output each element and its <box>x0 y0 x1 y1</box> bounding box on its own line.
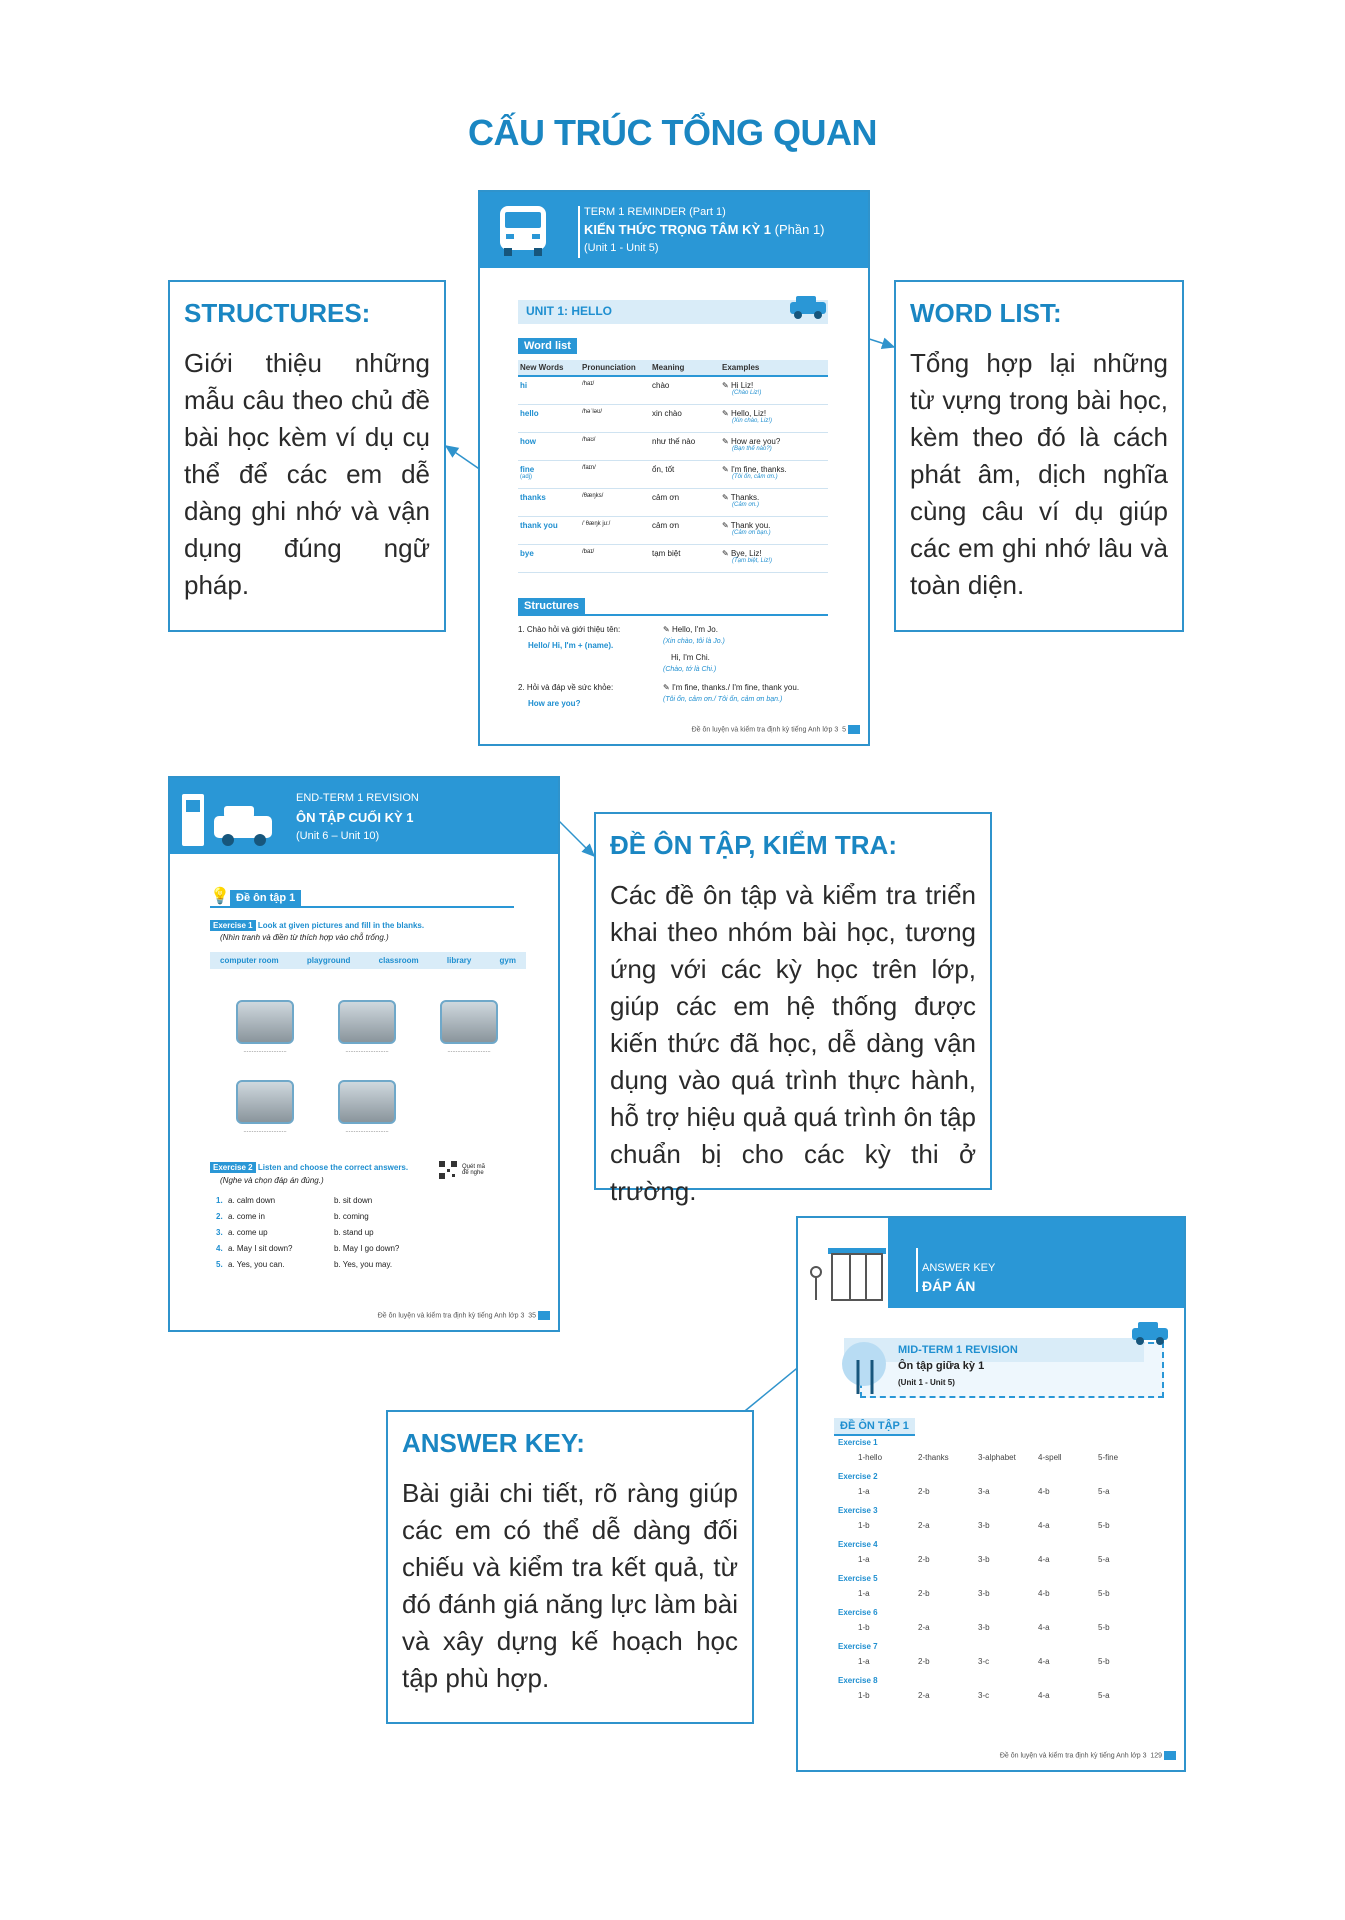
example-text: ✎ Thank you. <box>722 520 771 530</box>
callout-body: Giới thiệu những mẫu câu theo chủ đề bài học kèm ví dụ cụ thể để các em dễ dàng ghi nhớ và vận dụng đúng ngữ pháp. <box>184 348 430 600</box>
structure-question: 1. Chào hỏi và giới thiệu tên: <box>518 625 621 634</box>
answer-item: 1-a <box>858 1657 870 1666</box>
wordlist-table <box>518 360 828 573</box>
exercise-translation: (Nhìn tranh và điền từ thích hợp vào chỗ trống.) <box>220 933 389 942</box>
example-text: ✎ How are you? <box>722 436 781 446</box>
answer-item: 1-b <box>858 1691 870 1700</box>
example-translation: (Cảm ơn bạn.) <box>732 529 771 536</box>
pron-cell: /θæŋks/ <box>580 488 650 516</box>
word-cell <box>518 516 580 544</box>
meaning-cell: như thế nào <box>650 432 720 460</box>
answer-blank: .......................... <box>243 1128 287 1134</box>
exercise-instruction: Listen and choose the correct answers. <box>257 1163 409 1172</box>
example-translation: (Tôi ổn, cảm ơn.) <box>732 473 778 480</box>
footer-text: Đề ôn luyện và kiểm tra định kỳ tiếng Anh lớp 3 <box>999 1752 1147 1760</box>
answer-item: 5-b <box>1098 1657 1110 1666</box>
answer-item: 1-b <box>858 1521 870 1530</box>
answer-row <box>858 1453 1158 1462</box>
answer-item: 4-a <box>1038 1657 1050 1666</box>
sample-page-endterm <box>168 776 560 1332</box>
structure-1 <box>518 624 838 676</box>
example-sentence: How are you? <box>730 436 781 446</box>
header-small: ANSWER KEY <box>922 1262 996 1274</box>
unit-title: UNIT 1: HELLO <box>526 304 612 318</box>
example-text: ✎ Hi Liz! <box>722 381 754 390</box>
answer-blank: .......................... <box>345 1128 389 1134</box>
exercise-label: Exercise 3 <box>838 1506 878 1515</box>
table-row <box>518 460 828 488</box>
callout-heading: ĐỀ ÔN TẬP, KIỂM TRA: <box>610 830 897 860</box>
word-text: hello <box>520 408 539 418</box>
pron-cell: /həˈləʊ/ <box>580 404 650 432</box>
list-item <box>216 1257 526 1273</box>
word-text: fine <box>520 464 535 474</box>
sample-page-answerkey <box>796 1216 1186 1772</box>
example-translation: (Tôi ổn, cảm ơn./ Tôi ổn, cảm ơn bạn.) <box>663 696 783 703</box>
callout-body: Các đề ôn tập và kiểm tra triển khai theo nhóm bài học, tương ứng với các kỳ học trên lớp, giúp các em hệ thống được kiến thức đã học, dễ dàng vận dụng vào quá trình thực hành, hỗ trợ hiệu quả quá trình ôn tập chuẩn bị cho các kỳ thi ở trường. <box>610 880 976 1206</box>
word-cell <box>518 376 580 404</box>
page-number: 5 <box>842 726 847 734</box>
example-cell <box>720 544 828 572</box>
answer-row <box>858 1589 1158 1598</box>
answer-item: 2-a <box>918 1691 930 1700</box>
structures-tag: Structures <box>518 598 585 614</box>
answer-row <box>858 1657 1158 1666</box>
header-small: END-TERM 1 REVISION <box>296 792 419 804</box>
col-header: Pronunciation <box>580 360 650 376</box>
picture-thumbnail <box>338 1080 396 1124</box>
header-divider <box>578 206 580 258</box>
answer-list <box>838 1438 1158 1700</box>
de-label <box>834 1416 915 1436</box>
qr-code-icon[interactable] <box>438 1160 458 1180</box>
answer-item: 2-a <box>918 1623 930 1632</box>
answer-item: 2-b <box>918 1555 930 1564</box>
exercise-label: Exercise 4 <box>838 1540 878 1549</box>
list-item <box>216 1241 526 1257</box>
callout-heading: ANSWER KEY: <box>402 1428 585 1458</box>
answer-row <box>858 1487 1158 1496</box>
exercise-translation: (Nghe và chọn đáp án đúng.) <box>220 1176 324 1185</box>
page-title: CẤU TRÚC TỔNG QUAN <box>468 112 877 153</box>
word-cell <box>518 432 580 460</box>
callout-answerkey <box>386 1410 754 1724</box>
example-sentence: Bye, Liz! <box>730 548 762 558</box>
answer-item: 3-c <box>978 1691 990 1700</box>
word-cell <box>518 460 580 488</box>
table-row <box>518 488 828 516</box>
pron-cell: /ˈθæŋk juː/ <box>580 516 650 544</box>
picture-thumbnail <box>236 1080 294 1124</box>
example-cell <box>720 460 828 488</box>
picture-item <box>434 1000 504 1054</box>
picture-item <box>332 1000 402 1054</box>
word-bank <box>210 952 526 969</box>
item-number: 4. <box>216 1244 223 1253</box>
exercise-label: Exercise 2 <box>838 1472 878 1481</box>
word-text: how <box>520 436 536 446</box>
answer-item: 2-thanks <box>918 1453 949 1462</box>
word-cell <box>518 544 580 572</box>
col-header: New Words <box>518 360 580 376</box>
exercise-2 <box>210 1162 526 1273</box>
answer-item: 3-alphabet <box>978 1453 1016 1462</box>
table-row <box>518 544 828 572</box>
table-row <box>518 376 828 404</box>
callout-heading: STRUCTURES: <box>184 298 371 328</box>
page-footer <box>692 725 860 734</box>
de-tag: Đề ôn tập 1 <box>230 890 301 906</box>
wordlist-tag: Word list <box>518 338 577 354</box>
pron-cell: /haʊ/ <box>580 432 650 460</box>
example-text: Hello, I'm Jo. <box>671 625 718 634</box>
answer-row <box>858 1691 1158 1700</box>
word-text: hi <box>520 381 528 390</box>
word-type: (adj) <box>520 473 533 480</box>
midterm-title-vi: Ôn tập giữa kỳ 1 <box>898 1360 985 1372</box>
de-tag: ĐỀ ÔN TẬP 1 <box>834 1418 915 1436</box>
answer-item: 2-b <box>918 1657 930 1666</box>
example-text: ✎ Bye, Liz! <box>722 548 762 558</box>
answer-item: 3-b <box>978 1589 990 1598</box>
list-item <box>216 1209 526 1225</box>
meaning-cell: cảm ơn <box>650 516 720 544</box>
option-b: b. Yes, you may. <box>334 1260 393 1269</box>
example-sentence: Thank you. <box>730 520 771 530</box>
footer-marker <box>1164 1751 1176 1760</box>
answer-item: 4-b <box>1038 1589 1050 1598</box>
page-header <box>798 1218 1184 1308</box>
bus-stop-icon <box>810 1242 890 1306</box>
callout-structures <box>168 280 446 632</box>
picture-item <box>332 1080 402 1134</box>
example-sentence: Hi Liz! <box>730 381 754 390</box>
structures-content <box>518 624 838 710</box>
item-number: 1. <box>216 1196 223 1205</box>
option-b: b. coming <box>334 1212 369 1221</box>
item-number: 2. <box>216 1212 223 1221</box>
picture-thumbnail <box>440 1000 498 1044</box>
answer-item: 4-a <box>1038 1521 1050 1530</box>
answer-item: 4-spell <box>1038 1453 1062 1462</box>
car-icon <box>1130 1320 1170 1346</box>
meaning-cell: ổn, tốt <box>650 460 720 488</box>
example-cell <box>720 516 828 544</box>
answer-item: 4-a <box>1038 1623 1050 1632</box>
answer-item: 3-b <box>978 1623 990 1632</box>
exercise-label: Exercise 5 <box>838 1574 878 1583</box>
footer-text: Đề ôn luyện và kiểm tra định kỳ tiếng Anh lớp 3 <box>691 726 839 734</box>
header-divider <box>916 1248 918 1292</box>
footer-marker <box>848 725 860 734</box>
answer-item: 5-b <box>1098 1521 1110 1530</box>
answer-row <box>858 1623 1158 1632</box>
wordlist-section <box>518 336 828 573</box>
answer-item: 5-a <box>1098 1691 1110 1700</box>
word-text: bye <box>520 548 534 558</box>
word-cell <box>518 488 580 516</box>
exercise-label: Exercise 1 <box>838 1438 878 1447</box>
pron-cell: /baɪ/ <box>580 544 650 572</box>
example-sentence: Thanks. <box>730 492 760 502</box>
exercise-label: Exercise 8 <box>838 1676 878 1685</box>
page-header <box>170 778 558 854</box>
answer-item: 5-a <box>1098 1487 1110 1496</box>
answer-item: 4-a <box>1038 1691 1050 1700</box>
word-bank-item: classroom <box>378 956 419 965</box>
unit-bar <box>518 300 828 324</box>
option-a: a. May I sit down? <box>228 1244 293 1253</box>
header-big: ÔN TẬP CUỐI KỲ 1 <box>296 810 414 825</box>
example-text: ✎ I'm fine, thanks. <box>722 464 787 474</box>
example-translation: (Chào, tớ là Chi.) <box>663 666 717 673</box>
table-row <box>518 404 828 432</box>
pron-cell: /faɪn/ <box>580 460 650 488</box>
answer-item: 5-b <box>1098 1589 1110 1598</box>
qr-block[interactable] <box>438 1160 492 1180</box>
answer-item: 3-b <box>978 1555 990 1564</box>
midterm-title: MID-TERM 1 REVISION <box>898 1344 1018 1356</box>
meaning-cell: xin chào <box>650 404 720 432</box>
page-header <box>480 192 868 268</box>
callout-body: Tổng hợp lại những từ vựng trong bài học, kèm theo đó là cách phát âm, dịch nghĩa cùng câu ví dụ giúp các em ghi nhớ lâu và toàn diện. <box>910 348 1168 600</box>
example-cell <box>720 432 828 460</box>
exercise-1 <box>210 920 526 969</box>
header-sub: (Unit 6 – Unit 10) <box>296 830 380 842</box>
picture-item <box>230 1080 300 1134</box>
structure-example: Hi, I'm Chi. <box>671 653 710 662</box>
example-translation: (Tạm biệt, Liz!) <box>732 557 773 564</box>
answer-blank: .......................... <box>345 1048 389 1054</box>
word-bank-item: gym <box>499 956 516 965</box>
footer-text: Đề ôn luyện và kiểm tra định kỳ tiếng Anh lớp 3 <box>377 1312 525 1320</box>
answer-item: 2-b <box>918 1487 930 1496</box>
word-text: thanks <box>520 492 546 502</box>
de-bar <box>210 886 514 908</box>
answer-blank: .......................... <box>447 1048 491 1054</box>
picture-thumbnail <box>236 1000 294 1044</box>
item-number: 3. <box>216 1228 223 1237</box>
answer-item: 3-c <box>978 1657 990 1666</box>
answer-blank: .......................... <box>243 1048 287 1054</box>
answer-row <box>858 1555 1158 1564</box>
meaning-cell: chào <box>650 376 720 404</box>
example-translation: (Chào Liz!) <box>732 390 762 396</box>
page-number: 129 <box>1150 1752 1163 1760</box>
example-cell <box>720 404 828 432</box>
answer-item: 4-a <box>1038 1555 1050 1564</box>
callout-wordlist <box>894 280 1184 632</box>
exercise-instruction: Look at given pictures and fill in the blanks. <box>257 921 425 930</box>
word-bank-item: library <box>446 956 472 965</box>
answer-item: 3-a <box>978 1487 990 1496</box>
answer-item: 5-b <box>1098 1623 1110 1632</box>
example-sentence: I'm fine, thanks. <box>730 464 787 474</box>
table-row <box>518 516 828 544</box>
callout-body: Bài giải chi tiết, rõ ràng giúp các em có thể dễ dàng đối chiếu và kiểm tra kết quả, từ đó đánh giá năng lực làm bài và xây dựng kế hoạch học tập phù hợp. <box>402 1478 738 1693</box>
table-row <box>518 432 828 460</box>
answer-row <box>858 1521 1158 1530</box>
example-text: I'm fine, thanks./ I'm fine, thank you. <box>671 683 800 692</box>
option-b: b. May I go down? <box>334 1244 400 1253</box>
list-item <box>216 1225 526 1241</box>
item-number: 5. <box>216 1260 223 1269</box>
col-header: Meaning <box>650 360 720 376</box>
answer-item: 1-b <box>858 1623 870 1632</box>
page-footer <box>378 1311 550 1320</box>
answer-item: 1-hello <box>858 1453 883 1462</box>
picture-thumbnail <box>338 1000 396 1044</box>
option-a: a. Yes, you can. <box>228 1260 285 1269</box>
answer-item: 1-a <box>858 1589 870 1598</box>
option-b: b. sit down <box>334 1196 373 1205</box>
word-text: thank you <box>520 520 558 530</box>
meaning-cell: cảm ơn <box>650 488 720 516</box>
example-translation: (Xin chào, Liz!) <box>732 417 773 424</box>
structures-section <box>518 596 828 616</box>
bus-stop-car-icon <box>178 790 278 850</box>
example-cell <box>720 376 828 404</box>
footer-marker <box>538 1311 550 1320</box>
header-sub: (Unit 1 - Unit 5) <box>584 242 659 254</box>
header-big-text: KIẾN THỨC TRỌNG TÂM KỲ 1 <box>584 222 772 237</box>
car-icon <box>788 294 828 320</box>
picture-item <box>230 1000 300 1054</box>
example-sentence: Hello, Liz! <box>730 408 767 418</box>
word-bank-item: computer room <box>220 956 279 965</box>
tree-icon <box>834 1340 894 1398</box>
answer-item: 5-a <box>1098 1555 1110 1564</box>
exercise-tag: Exercise 1 <box>210 920 256 931</box>
example-cell <box>720 488 828 516</box>
example-translation: (Bạn thế nào?) <box>732 445 772 452</box>
option-a: a. come up <box>228 1228 268 1237</box>
answer-item: 3-b <box>978 1521 990 1530</box>
page-number: 35 <box>528 1312 537 1320</box>
header-big: ĐÁP ÁN <box>922 1278 976 1294</box>
example-text: ✎ Thanks. <box>722 492 760 502</box>
midterm-banner <box>834 1326 1168 1400</box>
list-item <box>216 1193 526 1209</box>
bus-icon <box>494 202 552 260</box>
example-translation: (Cảm ơn.) <box>732 501 759 508</box>
midterm-sub: (Unit 1 - Unit 5) <box>898 1378 955 1387</box>
pron-cell: /haɪ/ <box>580 376 650 404</box>
page-footer <box>1000 1751 1176 1760</box>
col-header: Examples <box>720 360 828 376</box>
qr-label: Quét mã để nghe <box>462 1164 486 1176</box>
option-a: a. come in <box>228 1212 265 1221</box>
lightbulb-icon: 💡 <box>210 888 230 905</box>
structure-example: ✎ Hello, I'm Jo. <box>663 625 718 634</box>
word-bank-item: playground <box>306 956 351 965</box>
meaning-cell: tạm biệt <box>650 544 720 572</box>
header-small: TERM 1 REMINDER (Part 1) <box>584 206 726 218</box>
structure-formula: How are you? <box>528 699 581 708</box>
word-cell <box>518 404 580 432</box>
header-big <box>584 222 825 237</box>
option-b: b. stand up <box>334 1228 374 1237</box>
answer-item: 1-a <box>858 1487 870 1496</box>
structure-formula: Hello/ Hi, I'm + (name). <box>528 641 614 650</box>
answer-item: 4-b <box>1038 1487 1050 1496</box>
callout-heading: WORD LIST: <box>910 298 1062 328</box>
exercise-label: Exercise 7 <box>838 1642 878 1651</box>
listen-items <box>210 1193 526 1273</box>
option-a: a. calm down <box>228 1196 276 1205</box>
example-translation: (Xin chào, tôi là Jo.) <box>663 638 725 645</box>
example-text: ✎ Hello, Liz! <box>722 408 767 418</box>
structure-question: 2. Hỏi và đáp về sức khỏe: <box>518 683 614 692</box>
exercise-label: Exercise 6 <box>838 1608 878 1617</box>
structure-example: ✎ I'm fine, thanks./ I'm fine, thank you. <box>663 683 800 692</box>
answer-item: 5-fine <box>1098 1453 1119 1462</box>
sample-page-term1 <box>478 190 870 746</box>
header-big-part: (Phần 1) <box>774 222 825 237</box>
answer-item: 2-b <box>918 1589 930 1598</box>
answer-item: 1-a <box>858 1555 870 1564</box>
callout-review <box>594 812 992 1206</box>
arrow-review <box>558 820 594 856</box>
structure-2 <box>518 682 838 710</box>
exercise-tag: Exercise 2 <box>210 1162 256 1173</box>
answer-item: 2-a <box>918 1521 930 1530</box>
